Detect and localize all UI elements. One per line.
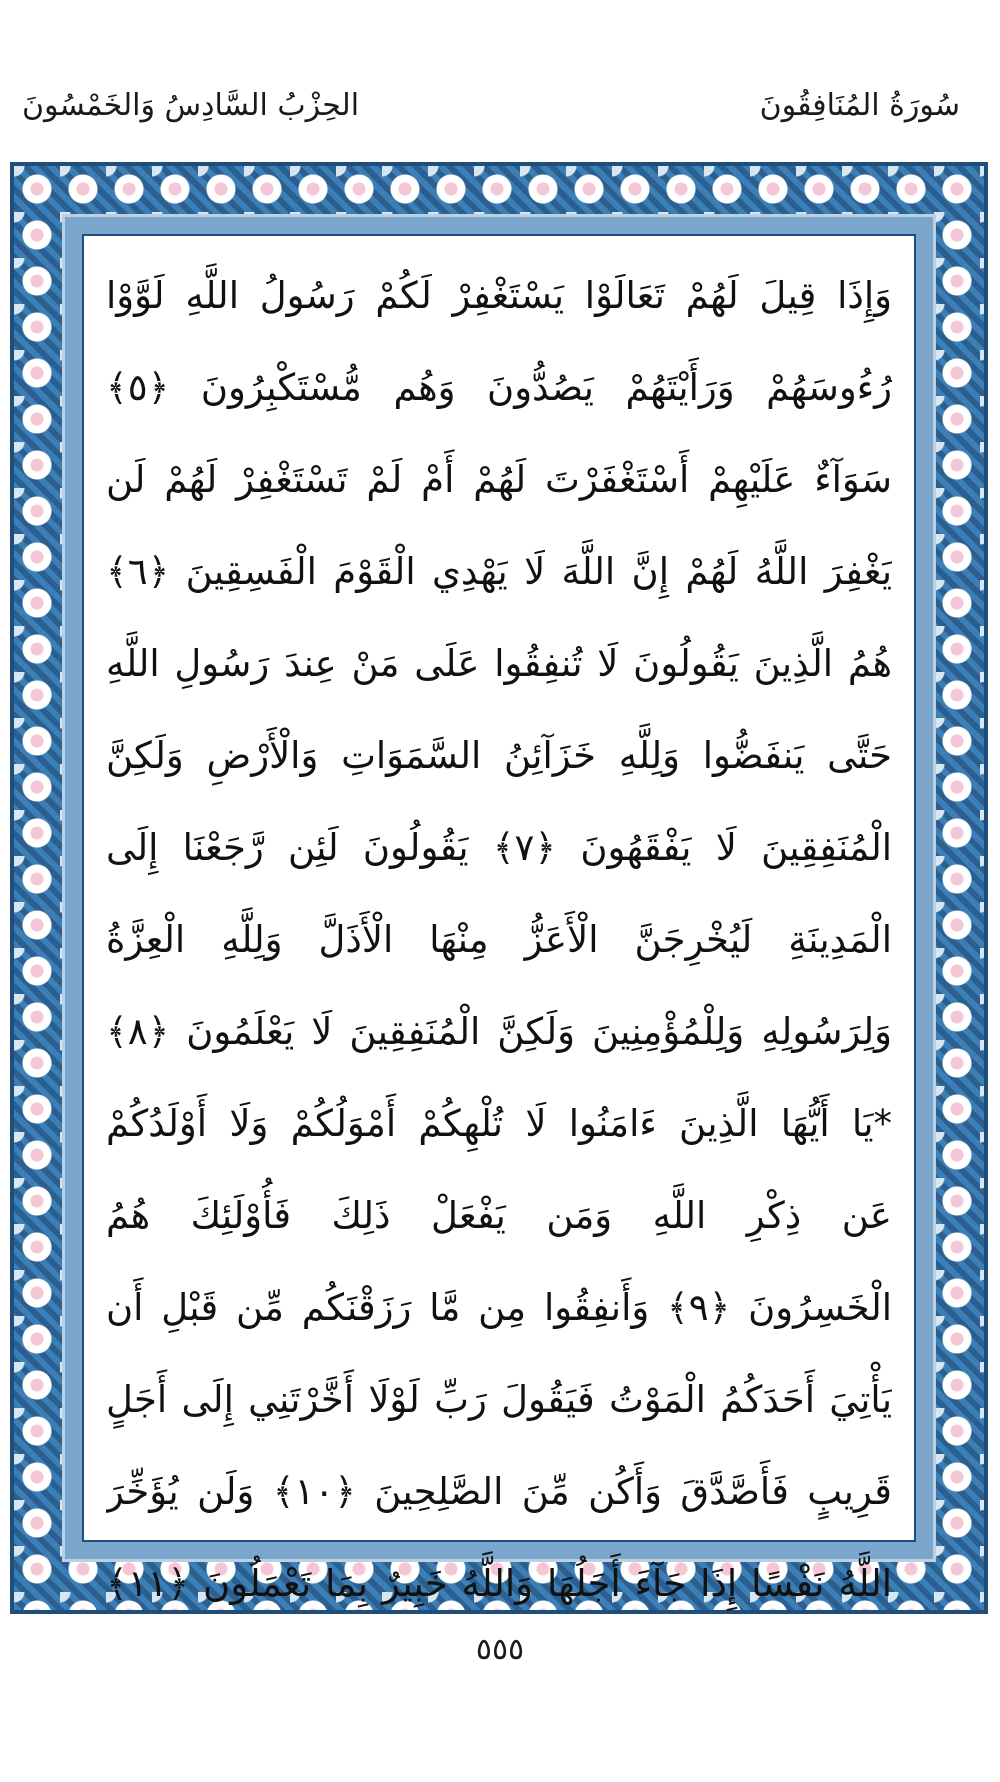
text-line-7: الْمُنَفِقِينَ لَا يَفْقَهُونَ ﴿٧﴾ يَقُولُونَ لَئِن رَّجَعْنَا إِلَى xyxy=(106,826,892,869)
text-line-8: الْمَدِينَةِ لَيُخْرِجَنَّ الْأَعَزُّ مِنْهَا الْأَذَلَّ وَلِلَّهِ الْعِزَّةُ xyxy=(106,918,892,961)
hizb-label: الحِزْبُ السَّادِسُ وَالخَمْسُونَ xyxy=(22,88,360,123)
text-line-9: وَلِرَسُولِهِ وَلِلْمُؤْمِنِينَ وَلَكِنَّ الْمُنَفِقِينَ لَا يَعْلَمُونَ ﴿٨﴾ xyxy=(106,1010,892,1053)
text-line-13: يَأْتِيَ أَحَدَكُمُ الْمَوْتُ فَيَقُولَ رَبِّ لَوْلَا أَخَّرْتَنِي إِلَى أَجَلٍ xyxy=(106,1378,892,1421)
text-line-5: هُمُ الَّذِينَ يَقُولُونَ لَا تُنفِقُوا عَلَى مَنْ عِندَ رَسُولِ اللَّهِ xyxy=(106,642,892,685)
page-header xyxy=(0,88,1000,148)
text-line-11: عَن ذِكْرِ اللَّهِ وَمَن يَفْعَلْ ذَلِكَ فَأُوْلَئِكَ هُمُ xyxy=(106,1194,892,1237)
page-number: ٥٥٥ xyxy=(475,1632,525,1667)
text-area xyxy=(82,234,916,1605)
text-line-3: سَوَآءٌ عَلَيْهِمْ أَسْتَغْفَرْتَ لَهُمْ أَمْ لَمْ تَسْتَغْفِرْ لَهُمْ لَن xyxy=(106,458,892,501)
text-line-1: وَإِذَا قِيلَ لَهُمْ تَعَالَوْا يَسْتَغْفِرْ لَكُمْ رَسُولُ اللَّهِ لَوَّوْا xyxy=(106,274,892,317)
text-line-6: حَتَّى يَنفَضُّوا وَلِلَّهِ خَزَآئِنُ السَّمَوَاتِ وَالْأَرْضِ وَلَكِنَّ xyxy=(106,734,892,777)
text-line-12: الْخَسِرُونَ ﴿٩﴾ وَأَنفِقُوا مِن مَّا رَزَقْنَكُم مِّن قَبْلِ أَن xyxy=(106,1286,892,1329)
surah-name: سُورَةُ المُنَافِقُونَ xyxy=(759,88,960,123)
text-line-15: اللَّهُ نَفْسًا إِذَا جَآءَ أَجَلُهَا وَاللَّهُ خَبِيرٌ بِمَا تَعْمَلُونَ ﴿١١﴾ xyxy=(106,1562,892,1605)
text-line-2: رُءُوسَهُمْ وَرَأَيْتَهُمْ يَصُدُّونَ وَهُم مُّسْتَكْبِرُونَ ﴿٥﴾ xyxy=(106,366,892,409)
ornamental-frame xyxy=(10,162,988,1614)
verse-lines xyxy=(106,250,892,1630)
text-line-4: يَغْفِرَ اللَّهُ لَهُمْ إِنَّ اللَّهَ لَا يَهْدِي الْقَوْمَ الْفَسِقِينَ ﴿٦﴾ xyxy=(106,550,892,593)
text-line-14: قَرِيبٍ فَأَصَّدَّقَ وَأَكُن مِّنَ الصَّلِحِينَ ﴿١٠﴾ وَلَن يُؤَخِّرَ xyxy=(106,1470,892,1513)
text-line-10: *يَا أَيُّهَا الَّذِينَ ءَامَنُوا لَا تُلْهِكُمْ أَمْوَلُكُمْ وَلَا أَوْلَدُكُمْ xyxy=(106,1102,892,1145)
